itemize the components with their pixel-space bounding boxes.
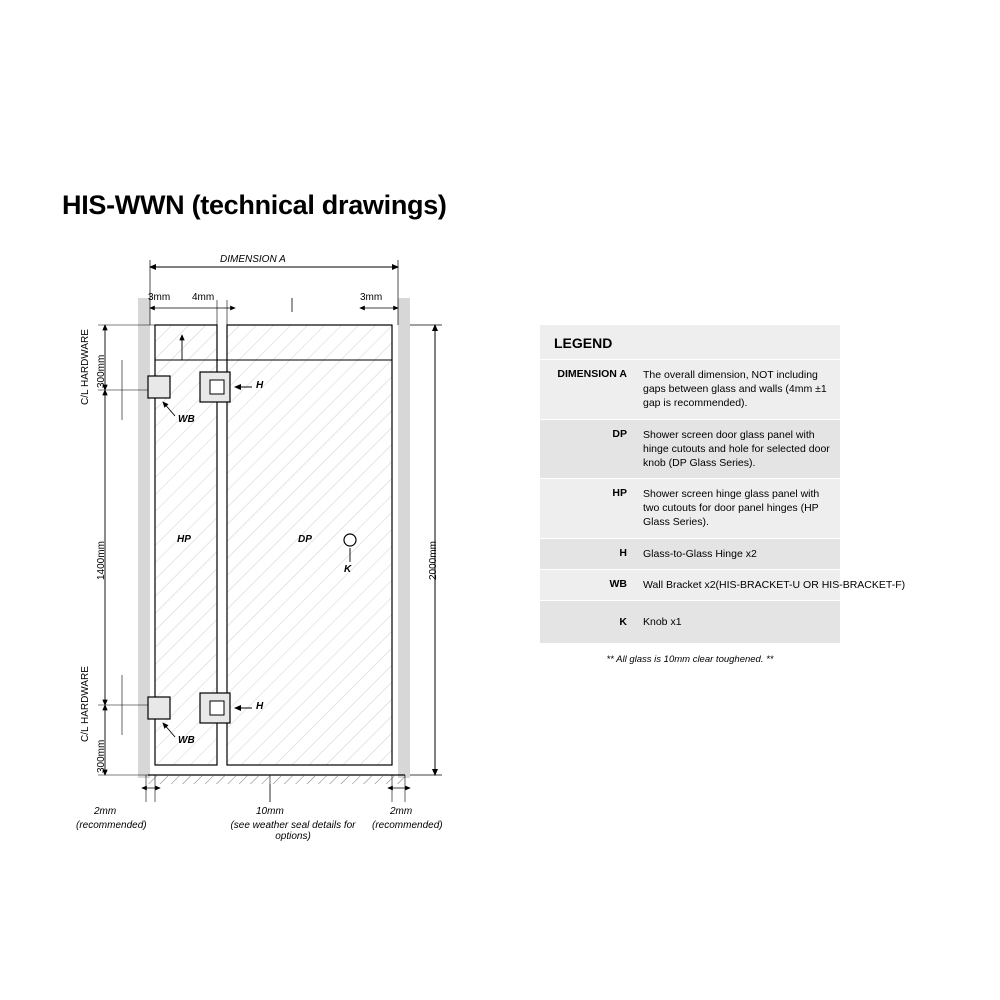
dimension-a-label: DIMENSION A [220, 254, 286, 265]
hinge-panel-label: HP [177, 534, 191, 545]
legend-key: HP [612, 487, 627, 500]
legend-row [540, 420, 840, 480]
wall-bracket-top [148, 376, 170, 398]
legend-row [540, 601, 840, 644]
legend-row [540, 570, 906, 601]
legend-key: H [619, 546, 627, 559]
bottom-center-value: 10mm [256, 806, 284, 817]
legend-value: The overall dimension, NOT including gaps between glass and walls (4mm ±1 gap is recommended). [643, 369, 827, 410]
bottom-right-value: 2mm [390, 806, 413, 817]
cl-hardware-top: C/L HARDWARE [80, 329, 91, 405]
legend-key: DP [612, 427, 627, 440]
gap-4mm-center: 4mm [192, 292, 215, 303]
wall-bracket-bottom-label: WB [178, 735, 195, 746]
shower-screen-drawing-svg [60, 250, 480, 850]
door-panel-glass [227, 325, 392, 765]
knob-hole [344, 534, 356, 546]
cl-hardware-bottom: C/L HARDWARE [80, 666, 91, 742]
dim-300-bottom: 300mm [96, 739, 107, 773]
dim-2000: 2000mm [428, 541, 439, 580]
bottom-center-note: (see weather seal details for options) [230, 820, 356, 842]
wall-right [398, 298, 410, 778]
legend-value: Wall Bracket x2(HIS-BRACKET-U OR HIS-BRACKET-F) [643, 578, 906, 591]
legend-value: Knob x1 [643, 615, 682, 628]
page-title: HIS-WWN (technical drawings) [62, 190, 447, 220]
floor-hatch [148, 775, 405, 784]
legend-key: WB [609, 577, 627, 590]
knob-label: K [344, 564, 352, 575]
door-panel-label: DP [298, 534, 312, 545]
legend-row [540, 360, 840, 420]
gap-3mm-right: 3mm [360, 292, 383, 303]
bottom-left-value: 2mm [94, 806, 117, 817]
wall-bracket-top-label: WB [178, 414, 195, 425]
legend-key: K [619, 615, 627, 628]
legend-footnote: ** All glass is 10mm clear toughened. ** [540, 644, 840, 673]
dim-300-top: 300mm [96, 354, 107, 388]
bottom-right-note: (recommended) [372, 820, 443, 831]
hinge-top-label: H [256, 380, 264, 391]
legend-value: Glass-to-Glass Hinge x2 [643, 547, 757, 560]
legend-key: DIMENSION A [557, 368, 627, 380]
gap-3mm-left: 3mm [148, 292, 171, 303]
legend-row [540, 479, 840, 539]
legend-value: Shower screen hinge glass panel with two cutouts for door panel hinges (HP Glass Series). [643, 488, 820, 529]
dim-1400: 1400mm [96, 541, 107, 580]
technical-drawing [60, 250, 480, 850]
wall-bracket-bottom [148, 697, 170, 719]
legend-title: LEGEND [540, 325, 840, 360]
hinge-bottom-label: H [256, 701, 264, 712]
legend-panel [540, 325, 906, 673]
bottom-left-note: (recommended) [76, 820, 147, 831]
legend-row [540, 539, 840, 570]
legend-value: Shower screen door glass panel with hinge cutouts and hole for selected door knob (DP Glass Series). [643, 428, 830, 469]
